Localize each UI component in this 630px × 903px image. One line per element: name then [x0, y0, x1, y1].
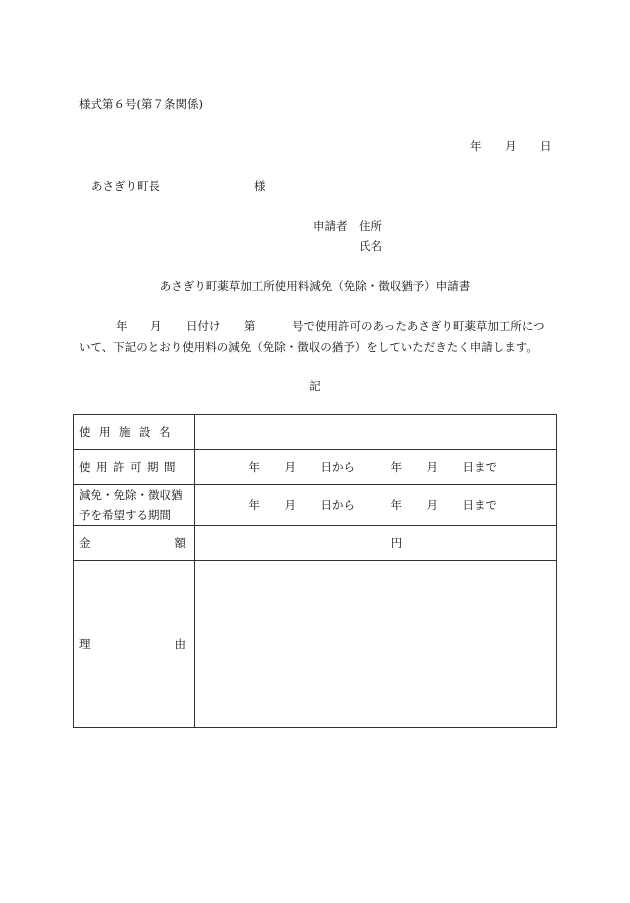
reduction-month-from: 月 [284, 498, 296, 512]
body-day-dated: 日付け [186, 319, 221, 333]
date-day-label: 日 [540, 139, 552, 153]
ki-heading: 記 [309, 379, 321, 393]
reason-input-cell[interactable] [195, 561, 557, 728]
date-month-label: 月 [505, 139, 517, 153]
period-year-from: 年 [248, 460, 260, 474]
period-day-to: 日まで [462, 460, 497, 474]
period-label-cell [74, 450, 195, 485]
amount-input-cell[interactable] [195, 526, 557, 561]
facility-label: 使用施設名 [79, 425, 179, 439]
addressee-name: あさぎり町長 [91, 179, 160, 193]
table-row-facility [74, 415, 557, 450]
amount-label-first: 金 [79, 536, 91, 550]
table-row-reduction [74, 485, 557, 526]
reason-label [79, 636, 194, 652]
reason-label-last: 由 [174, 637, 186, 651]
table-row-reason [74, 561, 557, 728]
reduction-label-line2: 予を希望する期間 [79, 508, 171, 522]
application-table [73, 414, 557, 728]
reduction-day-from: 日から [320, 498, 355, 512]
period-month-to: 月 [426, 460, 438, 474]
reduction-date-range [195, 497, 556, 513]
amount-label-last: 額 [174, 536, 186, 550]
table-row-amount [74, 526, 557, 561]
facility-input-cell[interactable] [195, 415, 557, 450]
amount-label [79, 535, 194, 551]
period-day-from: 日から [320, 460, 355, 474]
document-title: あさぎり町薬草加工所使用料減免（免除・徴収猶予）申請書 [159, 279, 471, 293]
amount-label-cell [74, 526, 195, 561]
applicant-address-label: 住所 [359, 219, 382, 233]
period-date-range [195, 459, 556, 475]
form-number-label: 様式第６号(第７条関係) [79, 97, 203, 111]
reason-label-cell [74, 561, 195, 728]
date-year-label: 年 [470, 139, 482, 153]
body-number-prefix: 第 [244, 319, 256, 333]
body-year: 年 [116, 319, 128, 333]
period-month-from: 月 [284, 460, 296, 474]
applicant-name-label: 氏名 [359, 239, 382, 253]
facility-label-cell [74, 415, 195, 450]
reduction-month-to: 月 [426, 498, 438, 512]
reduction-year-from: 年 [248, 498, 260, 512]
period-dates-cell[interactable] [195, 450, 557, 485]
reduction-label-cell [74, 485, 195, 526]
reduction-dates-cell[interactable] [195, 485, 557, 526]
applicant-role-label: 申請者 [313, 219, 348, 233]
addressee-honorific: 様 [254, 179, 266, 193]
reason-label-first: 理 [79, 637, 91, 651]
body-line2: いて、下記のとおり使用料の減免（免除・徴収の猶予）をしていただきたく申請します。 [79, 340, 538, 354]
body-month: 月 [150, 319, 162, 333]
body-line1-rest: 号で使用許可のあったあさぎり町薬草加工所につ [292, 319, 545, 333]
table-row-period [74, 450, 557, 485]
period-label: 使用許可期間 [79, 460, 181, 474]
amount-unit: 円 [390, 536, 403, 550]
reduction-label-line1: 減免・免除・徴収猶 [79, 488, 183, 502]
reduction-day-to: 日まで [462, 498, 497, 512]
period-year-to: 年 [390, 460, 402, 474]
reduction-year-to: 年 [390, 498, 402, 512]
